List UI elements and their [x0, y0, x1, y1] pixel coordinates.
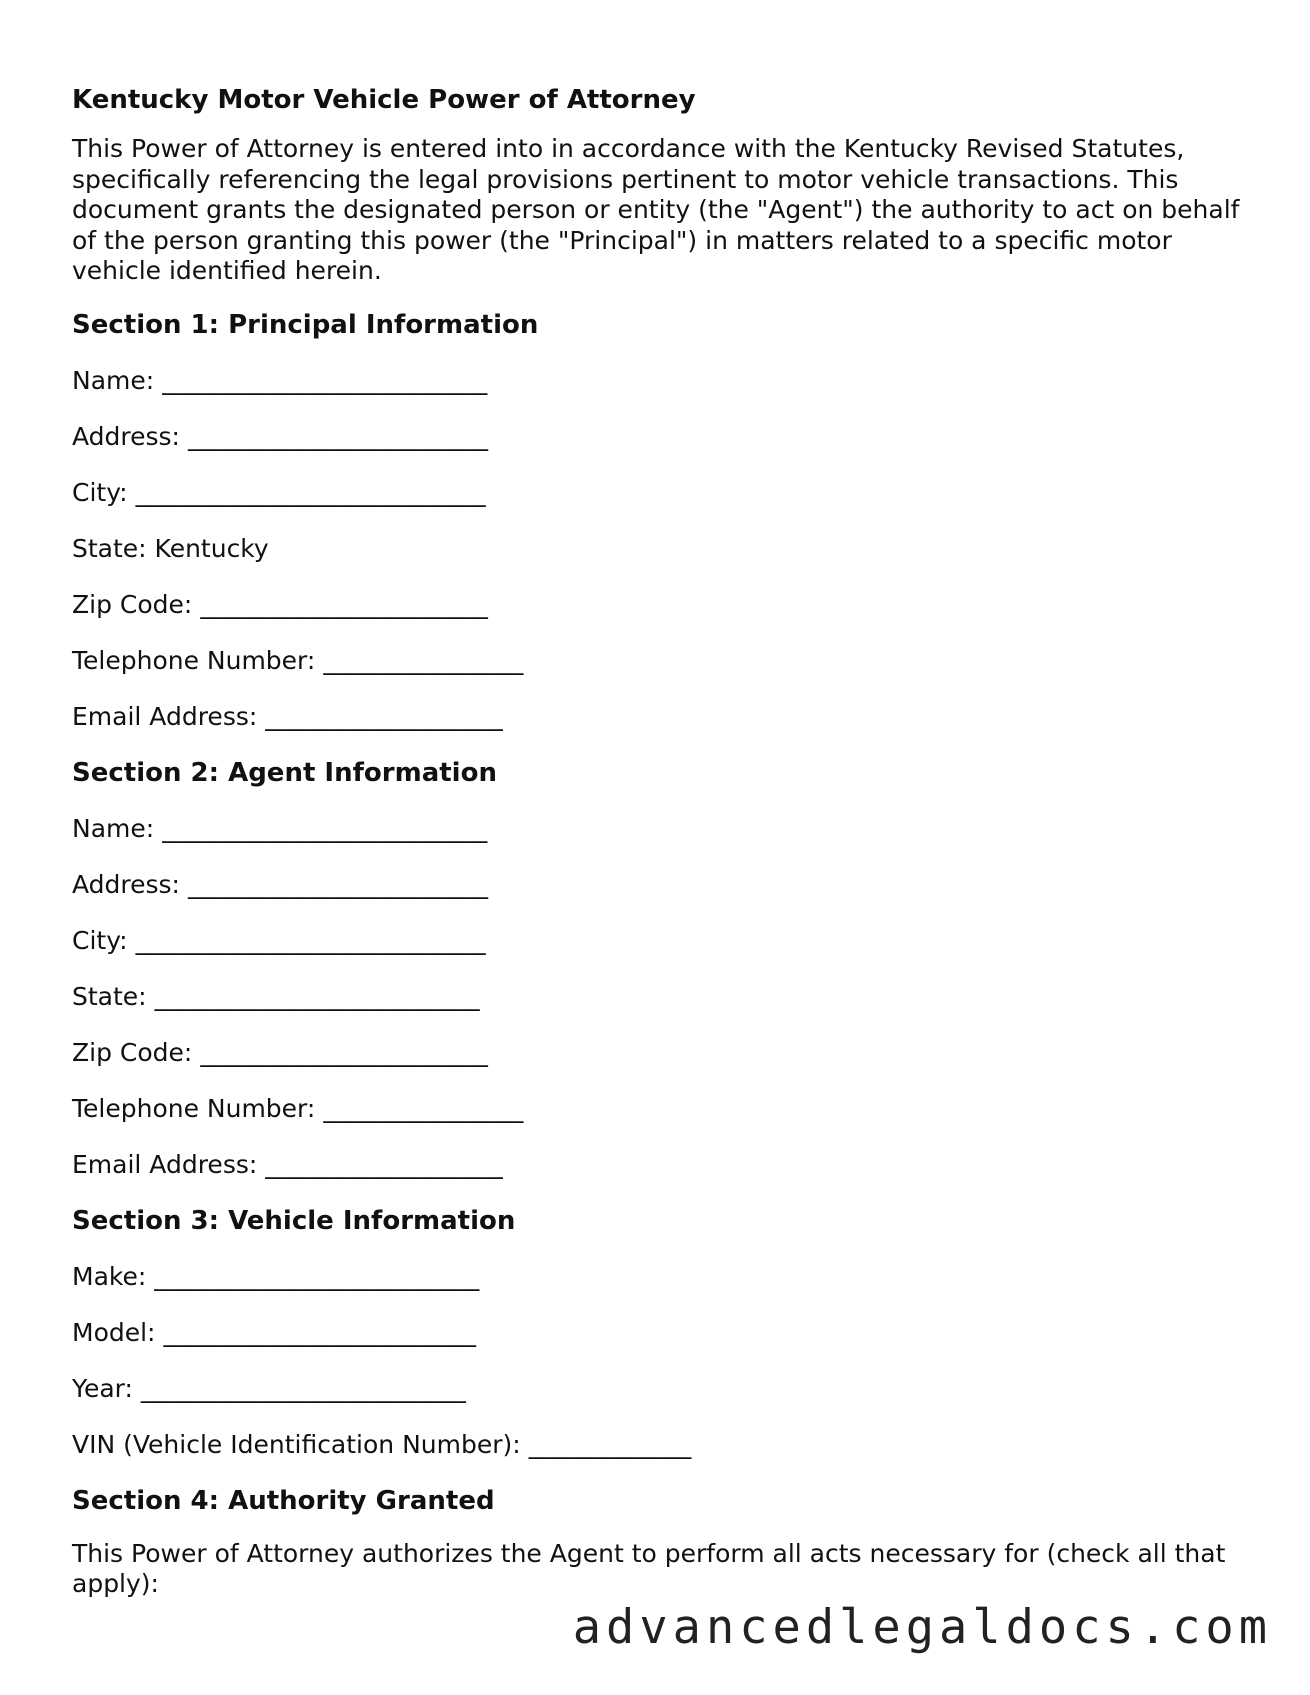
principal-city-field[interactable]	[72, 475, 1242, 511]
field-blank: __________________________	[154, 1261, 480, 1291]
field-blank: ________________________	[187, 421, 488, 451]
document-page	[72, 82, 1242, 1620]
field-label: Zip Code:	[72, 589, 193, 619]
principal-state-field	[72, 531, 1242, 567]
field-blank: _______________________	[200, 589, 488, 619]
field-label: Address:	[72, 421, 180, 451]
watermark-text: advancedlegaldocs.com	[572, 1600, 1272, 1655]
agent-state-field[interactable]	[72, 979, 1242, 1015]
vehicle-model-field[interactable]	[72, 1315, 1242, 1351]
field-label: City:	[72, 925, 128, 955]
field-blank: ___________________	[265, 1149, 503, 1179]
agent-zip-field[interactable]	[72, 1035, 1242, 1071]
field-blank: __________________________	[162, 365, 488, 395]
section-4-heading: Section 4: Authority Granted	[72, 1485, 495, 1516]
agent-name-field[interactable]	[72, 811, 1242, 847]
field-label: City:	[72, 477, 128, 507]
section-2-heading: Section 2: Agent Information	[72, 757, 497, 788]
field-label: Zip Code:	[72, 1037, 193, 1067]
intro-paragraph: This Power of Attorney is entered into in accordance with the Kentucky Revised Statutes, specifically referencing the legal provisions pertinent to motor vehicle transactions. This document grants the designated person or entity (the "Agent") the authority to act on behalf of the person granting this power (the "Principal") in matters related to a specific motor vehicle identified herein.	[72, 134, 1240, 285]
field-blank: ________________	[323, 645, 524, 675]
field-blank: ________________	[323, 1093, 524, 1123]
principal-name-field[interactable]	[72, 363, 1242, 399]
principal-telephone-field[interactable]	[72, 643, 1242, 679]
field-label: State: Kentucky	[72, 533, 269, 563]
field-blank: ___________________	[265, 701, 503, 731]
field-label: Telephone Number:	[72, 1093, 316, 1123]
agent-city-field[interactable]	[72, 923, 1242, 959]
field-label: Model:	[72, 1317, 156, 1347]
section-3-heading: Section 3: Vehicle Information	[72, 1205, 516, 1236]
field-blank: ____________________________	[135, 477, 486, 507]
field-label: VIN (Vehicle Identification Number):	[72, 1429, 521, 1459]
section-1-heading: Section 1: Principal Information	[72, 309, 539, 340]
field-label: Address:	[72, 869, 180, 899]
field-blank: _________________________	[163, 1317, 476, 1347]
field-label: Year:	[72, 1373, 133, 1403]
agent-address-field[interactable]	[72, 867, 1242, 903]
field-blank: ________________________	[187, 869, 488, 899]
vehicle-year-field[interactable]	[72, 1371, 1242, 1407]
agent-email-field[interactable]	[72, 1147, 1242, 1183]
document-title: Kentucky Motor Vehicle Power of Attorney	[72, 85, 696, 115]
principal-address-field[interactable]	[72, 419, 1242, 455]
field-blank: _______________________	[200, 1037, 488, 1067]
authority-paragraph: This Power of Attorney authorizes the Agent to perform all acts necessary for (check all that apply):	[72, 1538, 1226, 1598]
principal-email-field[interactable]	[72, 699, 1242, 735]
field-blank: __________________________	[140, 1373, 466, 1403]
field-blank: __________________________	[162, 813, 488, 843]
field-label: State:	[72, 981, 147, 1011]
agent-telephone-field[interactable]	[72, 1091, 1242, 1127]
field-label: Name:	[72, 365, 155, 395]
principal-zip-field[interactable]	[72, 587, 1242, 623]
vehicle-make-field[interactable]	[72, 1259, 1242, 1295]
vehicle-vin-field[interactable]	[72, 1427, 1242, 1463]
field-blank: __________________________	[154, 981, 480, 1011]
field-label: Make:	[72, 1261, 147, 1291]
field-label: Telephone Number:	[72, 645, 316, 675]
field-label: Email Address:	[72, 1149, 258, 1179]
field-label: Name:	[72, 813, 155, 843]
field-blank: ____________________________	[135, 925, 486, 955]
field-label: Email Address:	[72, 701, 258, 731]
field-blank: _____________	[528, 1429, 692, 1459]
